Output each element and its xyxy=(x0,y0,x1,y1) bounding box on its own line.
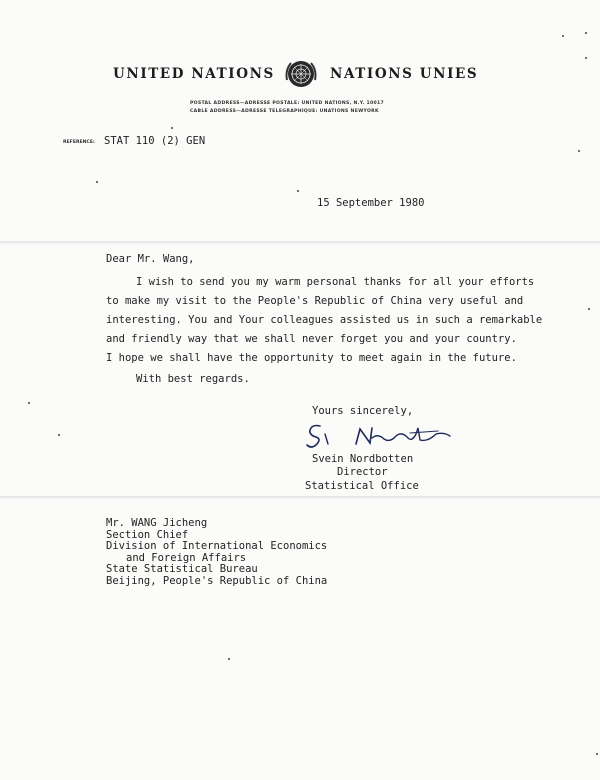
recipient-address xyxy=(106,518,327,588)
signatory-office: Statistical Office xyxy=(305,480,419,492)
fold-line xyxy=(0,496,600,499)
paper-speck xyxy=(562,35,564,37)
closing: Yours sincerely, xyxy=(312,405,414,417)
paper-speck xyxy=(588,308,590,310)
regards: With best regards. xyxy=(136,373,250,385)
paper-speck xyxy=(585,57,587,59)
body-line: I wish to send you my warm personal thanks for all your efforts xyxy=(136,276,535,288)
signatory-title: Director xyxy=(337,466,388,478)
reference-label: REFERENCE: xyxy=(63,140,95,145)
letterhead-org-french: NATIONS UNIES xyxy=(330,66,479,82)
handwritten-signature xyxy=(298,418,458,452)
paper-speck xyxy=(58,434,60,436)
signatory-name: Svein Nordbotten xyxy=(312,453,414,465)
body-line: interesting. You and Your colleagues assisted us in such a remarkable xyxy=(106,314,543,326)
paper-speck xyxy=(28,402,30,404)
paper-speck xyxy=(585,32,587,34)
body-line: I hope we shall have the opportunity to meet again in the future. xyxy=(106,352,517,364)
body-line: to make my visit to the People's Republic of China very useful and xyxy=(106,295,524,307)
paper-speck xyxy=(171,127,173,129)
salutation: Dear Mr. Wang, xyxy=(106,253,195,265)
body-line: and friendly way that we shall never forget you and your country. xyxy=(106,333,517,345)
letter-date: 15 September 1980 xyxy=(317,197,425,209)
letterhead-org-english: UNITED NATIONS xyxy=(113,66,275,82)
postal-address: POSTAL ADDRESS—ADRESSE POSTALE: UNITED NATIONS, N.Y. 10017 xyxy=(190,101,385,106)
reference-value: STAT 110 (2) GEN xyxy=(104,135,206,147)
paper-speck xyxy=(228,658,230,660)
recipient-line: Mr. WANG Jicheng xyxy=(106,517,208,529)
recipient-line: Section Chief xyxy=(106,528,189,541)
recipient-line: State Statistical Bureau xyxy=(106,563,258,576)
paper-speck xyxy=(96,181,98,183)
paper-speck xyxy=(578,150,580,152)
recipient-line: Division of International Economics xyxy=(106,540,328,553)
recipient-line: and Foreign Affairs xyxy=(126,551,247,564)
un-emblem-icon xyxy=(284,58,318,90)
cable-address: CABLE ADDRESS—ADRESSE TELEGRAPHIQUE: UNATIONS NEWYORK xyxy=(190,109,379,114)
fold-line xyxy=(0,241,600,244)
paper-speck xyxy=(596,753,598,755)
recipient-line: Beijing, People's Republic of China xyxy=(106,574,328,587)
paper-speck xyxy=(297,190,299,192)
